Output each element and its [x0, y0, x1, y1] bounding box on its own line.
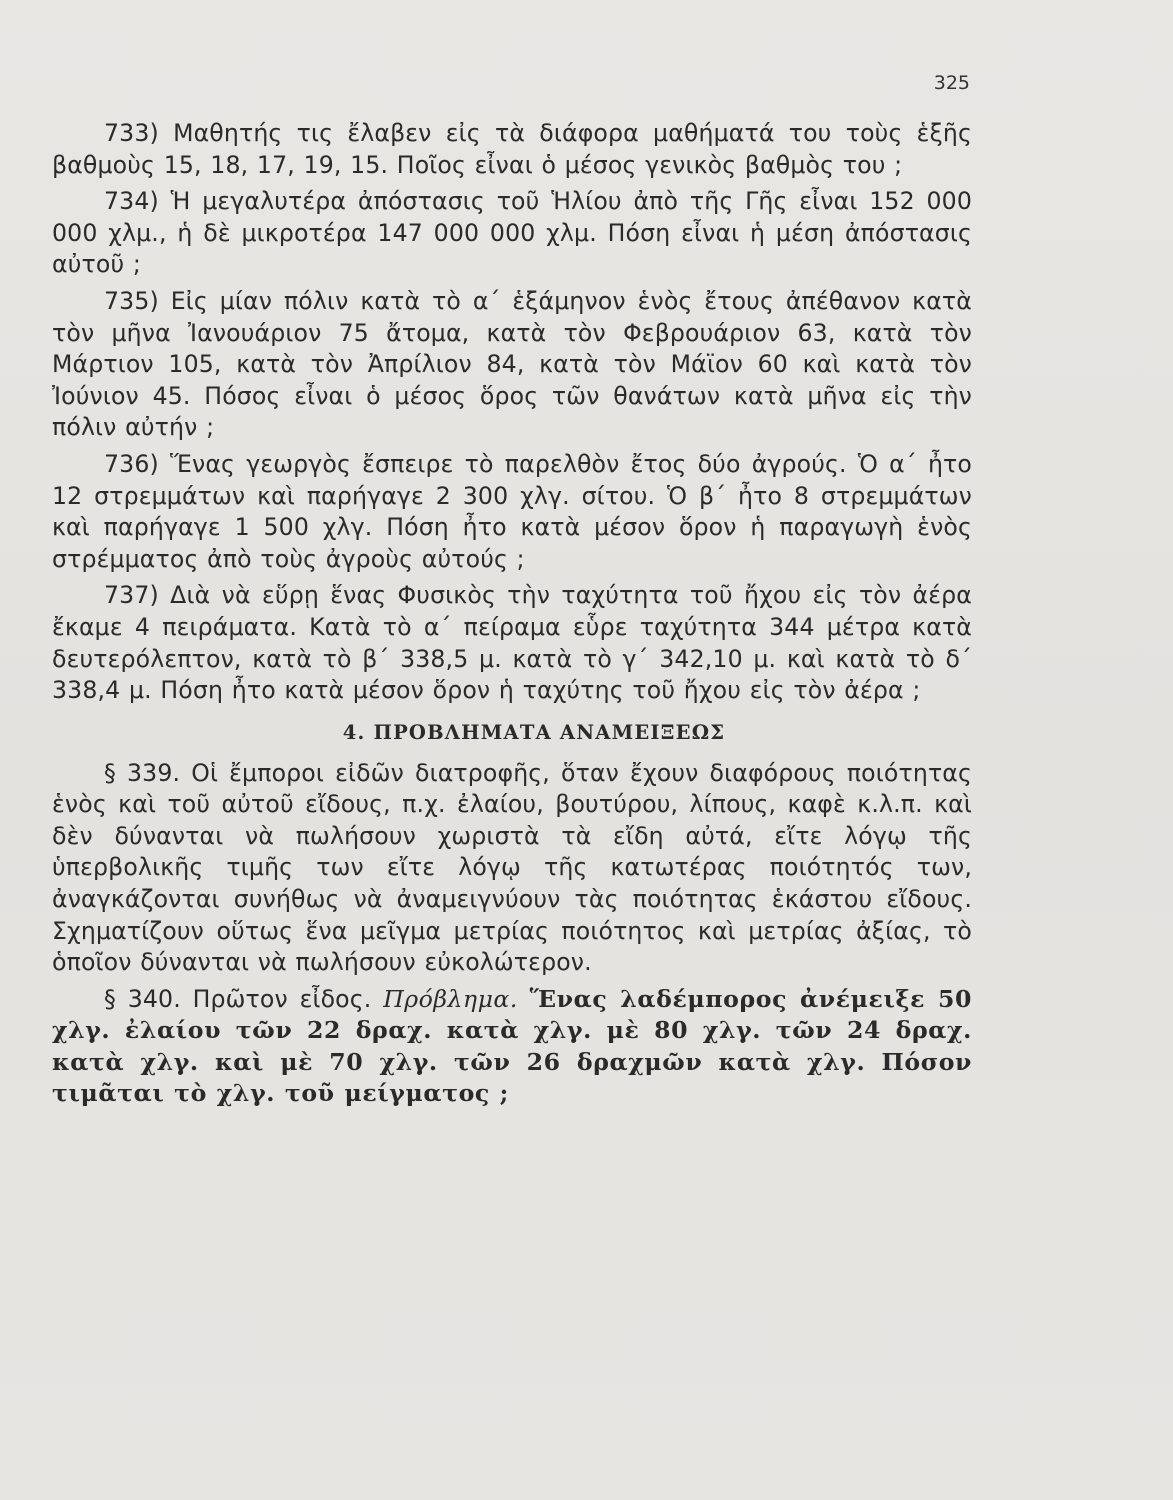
section-339 — [52, 758, 972, 979]
section-340-number: § 340. — [104, 984, 181, 1013]
problem-734: 734) Ἡ μεγαλυτέρα ἀπόστασις τοῦ Ἡλίου ἀπὸ τῆς Γῆς εἶναι 152 000 000 χλμ., ἡ δὲ μικροτέρα 147 000 000 χλμ. Πόση εἶναι ἡ μέση ἀπόστασις αὐτοῦ ; — [52, 187, 972, 279]
problem-736: 736) Ἕνας γεωργὸς ἔσπειρε τὸ παρελθὸν ἔτος δύο ἀγρούς. Ὁ α΄ ἦτο 12 στρεμμάτων καὶ παρήγαγε 2 300 χλγ. σίτου. Ὁ β΄ ἦτο 8 στρεμμάτων καὶ παρήγαγε 1 500 χλγ. Πόση ἦτο κατὰ μέσον ὅρον ἡ παραγωγὴ ἑνὸς στρέμματος ἀπὸ τοὺς ἀγροὺς αὐτούς ; — [52, 449, 972, 573]
page-body — [52, 118, 972, 1115]
section-340-label: Πρόβλημα. — [383, 984, 518, 1013]
section-339-number: § 339. — [104, 758, 181, 787]
section-339-text: Οἱ ἔμποροι εἰδῶν διατροφῆς, ὅταν ἔχουν διαφόρους ποιότητας ἑνὸς καὶ τοῦ αὐτοῦ εἴδους, π.χ. ἐλαίου, βουτύρου, λίπους, καφὲ κ.λ.π. καὶ δὲν δύνανται νὰ πωλήσουν χωριστὰ τὰ εἴδη αὐτά, εἴτε λόγῳ τῆς ὑπερβολικῆς τιμῆς των εἴτε λόγῳ τῆς κατωτέρας ποιότητός των, ἀναγκάζονται συνήθως νὰ ἀναμειγνύουν τὰς ποιότητας ἑκάστου εἴδους. Σχηματίζουν οὕτως ἕνα μεῖγμα μετρίας ποιότητος καὶ μετρίας ἀξίας, τὸ ὁποῖον δύνανται νὰ πωλήσουν εὐκολώτερον. — [52, 758, 972, 977]
problem-735: 735) Εἰς μίαν πόλιν κατὰ τὸ α΄ ἑξάμηνον ἑνὸς ἔτους ἀπέθανον κατὰ τὸν μῆνα Ἰανουάριον 75 ἄτομα, κατὰ τὸν Φεβρουάριον 63, κατὰ τὸν Μάρτιον 105, κατὰ τὸν Ἀπρίλιον 84, κατὰ τὸν Μάϊον 60 καὶ κατὰ τὸν Ἰούνιον 45. Πόσος εἶναι ὁ μέσος ὅρος τῶν θανάτων κατὰ μῆνα εἰς τὴν πόλιν αὐτήν ; — [52, 286, 972, 442]
section-340 — [52, 984, 972, 1110]
section-340-title: Πρῶτον εἶδος. — [192, 984, 372, 1013]
section-heading: 4. ΠΡΟΒΛΗΜΑΤΑ ΑΝΑΜΕΙΞΕΩΣ — [342, 720, 726, 744]
page-number: 325 — [933, 72, 970, 94]
problem-733: 733) Μαθητής τις ἔλαβεν εἰς τὰ διάφορα μαθήματά του τοὺς ἑξῆς βαθμοὺς 15, 18, 17, 19, 15. Ποῖος εἶναι ὁ μέσος γενικὸς βαθμὸς του ; — [52, 119, 972, 179]
section-340-problem-text: Ἕνας λαδέμπορος ἀνέμειξε 50 χλγ. ἐλαίου τῶν 22 δραχ. κατὰ χλγ. μὲ 80 χλγ. τῶν 24 δραχ. κατὰ χλγ. καὶ μὲ 70 χλγ. τῶν 26 δραχμῶν κατὰ χλγ. Πόσον τιμᾶται τὸ χλγ. τοῦ μείγματος ; — [52, 984, 972, 1108]
problem-737: 737) Διὰ νὰ εὕρῃ ἕνας Φυσικὸς τὴν ταχύτητα τοῦ ἤχου εἰς τὸν ἀέρα ἔκαμε 4 πειράματα. Κατὰ τὸ α΄ πείραμα εὗρε ταχύτητα 344 μέτρα κατὰ δευτερόλεπτον, κατὰ τὸ β΄ 338,5 μ. κατὰ τὸ γ΄ 342,10 μ. καὶ κατὰ τὸ δ΄ 338,4 μ. Πόση ἦτο κατὰ μέσον ὅρον ἡ ταχύτης τοῦ ἤχου εἰς τὸν ἀέρα ; — [52, 581, 972, 705]
